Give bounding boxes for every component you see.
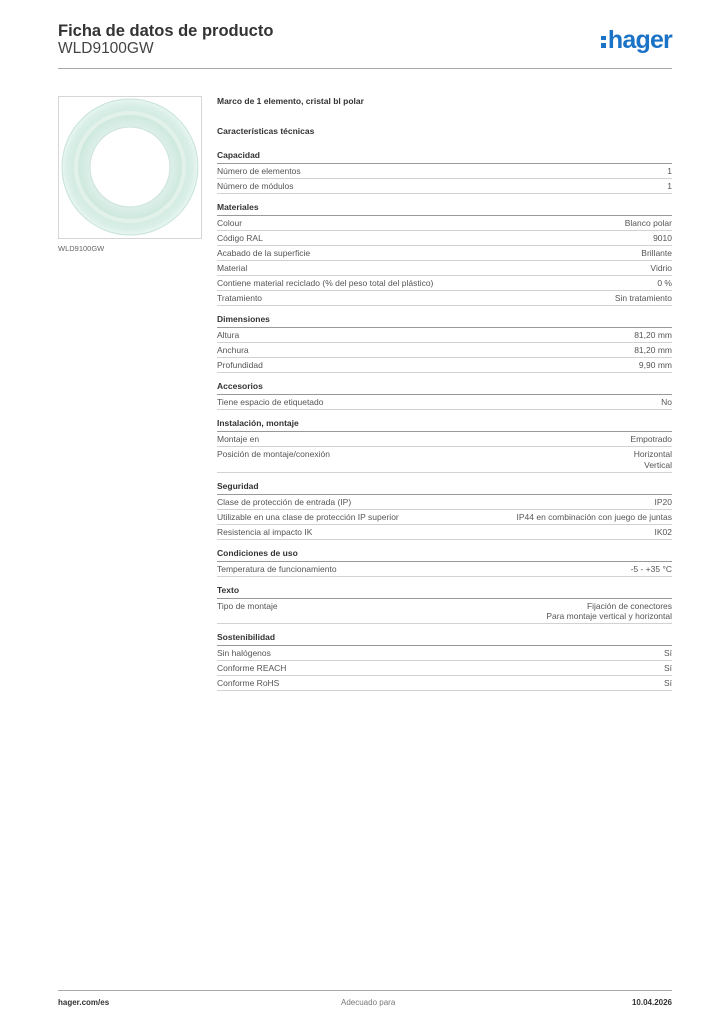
spec-value <box>664 648 672 659</box>
spec-sections <box>217 150 672 691</box>
spec-value-line: 1 <box>667 181 672 191</box>
product-image <box>58 96 202 239</box>
spec-value-line: Vertical <box>644 459 672 470</box>
spec-value-line: 81,20 mm <box>634 345 672 355</box>
spec-value <box>517 512 672 523</box>
spec-value-line: 1 <box>667 166 672 176</box>
spec-value <box>667 181 672 192</box>
footer-divider <box>58 990 672 991</box>
logo-colon-icon <box>601 36 606 48</box>
spec-row <box>217 231 672 246</box>
spec-label: Resistencia al impacto IK <box>217 526 313 537</box>
spec-value-line: 0 % <box>657 278 672 288</box>
spec-row <box>217 661 672 676</box>
spec-label: Clase de protección de entrada (IP) <box>217 496 352 507</box>
spec-label: Conforme RoHS <box>217 678 280 688</box>
spec-value <box>639 360 672 371</box>
spec-row <box>217 216 672 231</box>
spec-row <box>217 510 672 525</box>
spec-section <box>217 548 672 577</box>
spec-row <box>217 179 672 194</box>
spec-label: Altura <box>217 330 240 340</box>
product-description: Marco de 1 elemento, cristal bl polar <box>217 96 364 106</box>
spec-section <box>217 381 672 410</box>
logo-text: hager <box>607 26 672 54</box>
spec-value <box>655 497 673 508</box>
spec-row <box>217 599 672 625</box>
spec-value-line: No <box>661 397 672 407</box>
spec-row <box>217 328 672 343</box>
spec-label: Contiene material reciclado (% del peso total del plástico) <box>217 278 434 288</box>
spec-section <box>217 314 672 373</box>
spec-label: Número de elementos <box>217 166 301 176</box>
spec-row <box>217 246 672 261</box>
spec-value-line: IP44 en combinación con juego de juntas <box>516 511 672 522</box>
spec-value-line: 81,20 mm <box>634 330 672 340</box>
spec-value <box>655 527 673 538</box>
spec-label: Sin halógenos <box>217 648 271 658</box>
spec-value-line: IP20 <box>654 496 672 507</box>
spec-label: Anchura <box>217 345 249 355</box>
header-divider <box>58 68 672 69</box>
spec-value-line: 9010 <box>653 233 672 243</box>
spec-value <box>641 248 672 259</box>
spec-value-line: Sí <box>663 678 672 688</box>
spec-label: Utilizable en una clase de protección IP superior <box>217 511 399 522</box>
spec-value <box>657 278 672 289</box>
spec-label: Colour <box>217 218 243 228</box>
image-caption: WLD9100GW <box>58 244 105 253</box>
spec-value-line: IK02 <box>654 526 672 537</box>
section-title: Seguridad <box>217 481 672 495</box>
hager-logo <box>601 26 672 55</box>
spec-label: Temperatura de funcionamiento <box>217 563 337 574</box>
round-glass-frame-icon <box>59 97 201 238</box>
spec-row <box>217 164 672 179</box>
spec-label: Acabado de la superficie <box>217 248 311 258</box>
spec-value <box>664 678 672 689</box>
spec-value <box>653 233 672 244</box>
spec-value <box>546 601 672 622</box>
spec-value <box>625 218 672 229</box>
spec-value-line: Brillante <box>641 248 672 258</box>
spec-value <box>661 397 672 408</box>
spec-row <box>217 676 672 691</box>
section-title: Accesorios <box>217 381 672 395</box>
spec-row <box>217 447 672 473</box>
section-title: Dimensiones <box>217 314 672 328</box>
spec-value-line: -5 - +35 °C <box>630 563 672 574</box>
spec-row <box>217 525 672 540</box>
spec-value <box>650 263 672 274</box>
spec-value <box>634 449 672 470</box>
spec-row <box>217 646 672 661</box>
spec-label: Profundidad <box>217 360 263 370</box>
spec-value-line: Sí <box>663 663 672 673</box>
section-title: Capacidad <box>217 150 672 164</box>
spec-value <box>631 564 672 575</box>
spec-value-line: Blanco polar <box>624 218 672 228</box>
spec-row <box>217 495 672 510</box>
product-code: WLD9100GW <box>58 40 154 57</box>
spec-value-line: Empotrado <box>630 434 672 444</box>
spec-row <box>217 291 672 306</box>
section-title: Materiales <box>217 202 672 216</box>
spec-value-line: Sí <box>663 648 672 658</box>
spec-value <box>664 663 672 674</box>
spec-value-line: Vidrio <box>650 263 672 273</box>
spec-section <box>217 481 672 540</box>
spec-content <box>217 96 672 699</box>
spec-label: Tiene espacio de etiquetado <box>217 397 324 407</box>
spec-row <box>217 276 672 291</box>
spec-label: Conforme REACH <box>217 663 287 673</box>
page-title: Ficha de datos de producto <box>58 22 274 40</box>
technical-characteristics-title: Características técnicas <box>217 126 315 136</box>
spec-value-line: Sin tratamiento <box>614 293 672 303</box>
spec-label: Material <box>217 263 248 273</box>
spec-label: Posición de montaje/conexión <box>217 449 330 459</box>
footer-date: 10.04.2026 <box>631 998 672 1007</box>
section-title: Sostenibilidad <box>217 632 672 646</box>
section-title: Texto <box>217 585 672 599</box>
spec-value <box>634 345 672 356</box>
spec-value-line: 9,90 mm <box>638 360 672 370</box>
footer-center-text: Adecuado para <box>341 998 396 1007</box>
spec-value-line: Fijación de conectores <box>586 600 672 611</box>
spec-section <box>217 585 672 625</box>
spec-section <box>217 418 672 473</box>
section-title: Instalación, montaje <box>217 418 672 432</box>
spec-value-line: Horizontal <box>633 449 672 459</box>
spec-value <box>667 166 672 177</box>
spec-label: Tratamiento <box>217 293 263 303</box>
spec-row <box>217 562 672 577</box>
spec-value-line: Para montaje vertical y horizontal <box>546 611 672 621</box>
footer-website: hager.com/es <box>58 998 110 1007</box>
spec-label: Código RAL <box>217 233 263 243</box>
spec-value <box>634 330 672 341</box>
spec-label: Número de módulos <box>217 181 294 191</box>
section-title: Condiciones de uso <box>217 548 672 562</box>
spec-row <box>217 261 672 276</box>
spec-row <box>217 358 672 373</box>
spec-label: Montaje en <box>217 434 260 444</box>
spec-row <box>217 395 672 410</box>
spec-value <box>630 434 672 445</box>
spec-section <box>217 150 672 194</box>
spec-value <box>615 293 672 304</box>
spec-section <box>217 632 672 691</box>
spec-row <box>217 343 672 358</box>
spec-label: Tipo de montaje <box>217 600 278 611</box>
spec-row <box>217 432 672 447</box>
spec-section <box>217 202 672 306</box>
